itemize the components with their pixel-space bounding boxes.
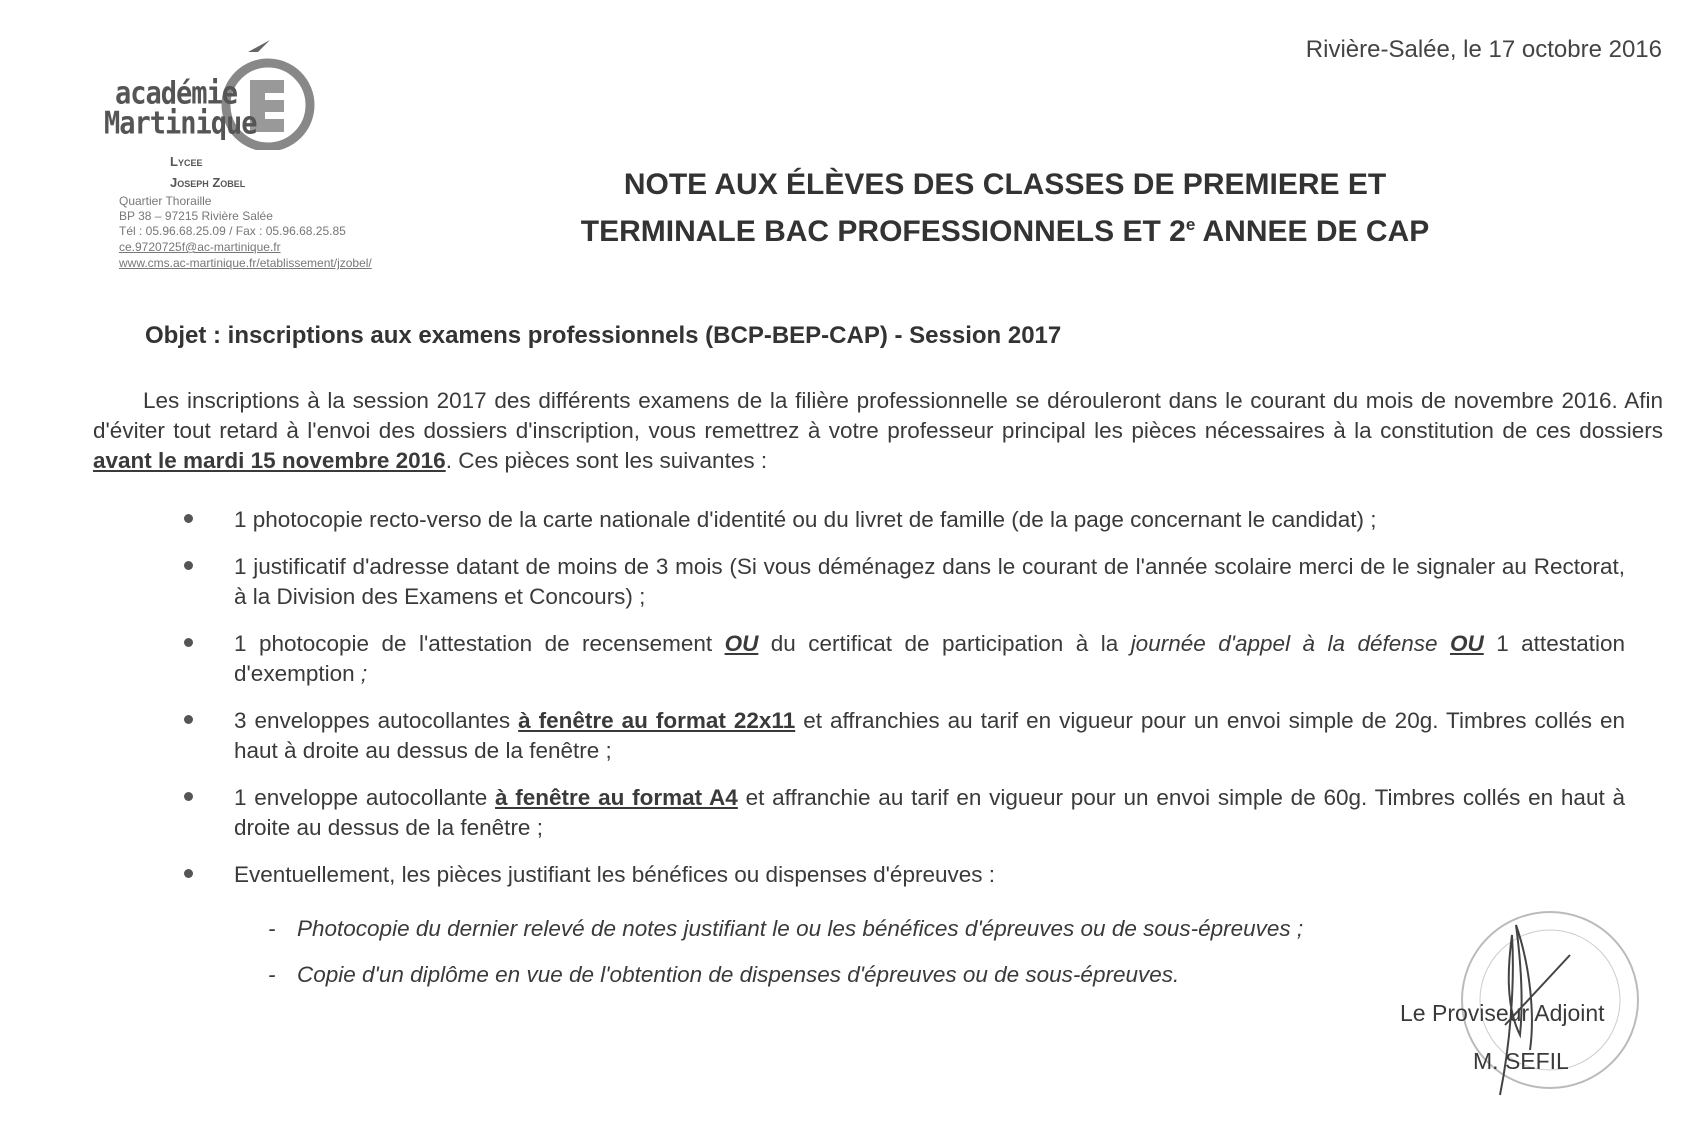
item-text: 1 enveloppe autocollante [234, 785, 496, 810]
bullet-icon [184, 514, 193, 523]
bullet-icon [184, 792, 193, 801]
emphasis: OU [1450, 631, 1484, 656]
sub-item [268, 952, 1303, 998]
dash: - [268, 962, 276, 987]
bullet-icon [184, 561, 193, 570]
sub-item-text: Photocopie du dernier relevé de notes justifiant le ou les bénéfices d'épreuves ou de sous-épreuves ; [297, 916, 1304, 941]
intro-paragraph [93, 386, 1663, 476]
item-text [1438, 631, 1450, 656]
intro-text: . Ces pièces sont les suivantes : [445, 448, 768, 473]
subject-line: Objet : inscriptions aux examens professionnels (BCP-BEP-CAP) - Session 2017 [145, 322, 1062, 349]
website-link[interactable]: www.cms.ac-martinique.fr/etablissement/jzobel/ [119, 256, 372, 270]
phone-line: Tél : 05.96.68.25.09 / Fax : 05.96.68.25.85 [119, 224, 346, 238]
list-item [189, 505, 1625, 535]
logo-line2: Martinique [104, 105, 257, 142]
school-line1: Lycee [170, 154, 203, 169]
item-text: 1 photocopie recto-verso de la carte nationale d'identité ou du livret de famille (de la page concernant le candidat) ; [234, 507, 1377, 532]
sub-list [268, 906, 1303, 998]
signatory-name: M. SEFIL [1473, 1048, 1569, 1074]
emphasis: journée d'appel à la défense [1130, 631, 1438, 656]
item-text: et affranchie au tarif en vigueur pour un envoi simple de 60g. Timbres collés en haut à droite au dessus de la fenêtre ; [234, 785, 1625, 840]
list-item [189, 783, 1625, 843]
intro-text: Les inscriptions à la session 2017 des différents examens de la filière professionnelle se dérouleront dans le courant du mois de novembre 2016. Afin d'éviter tout retard à l'envoi des dossiers d'inscription, vous remettrez à votre professeur principal les pièces nécessaires à la constitution de ces dossiers [93, 388, 1663, 443]
item-text: du certificat de participation à la [758, 631, 1131, 656]
bullet-icon [184, 715, 193, 724]
logo-line1: académie [115, 75, 238, 112]
list-item [189, 706, 1625, 766]
address-line: BP 38 – 97215 Rivière Salée [119, 209, 273, 223]
list-item [189, 860, 1625, 890]
title-sup: e [1185, 215, 1196, 234]
date-line: Rivière-Salée, le 17 octobre 2016 [1305, 36, 1662, 63]
title-text: TERMINALE BAC PROFESSIONNELS ET 2 [580, 215, 1186, 248]
signatory-role: Le Proviseur Adjoint [1400, 1000, 1605, 1026]
sub-item [268, 906, 1303, 952]
bullet-icon [184, 869, 193, 878]
academie-logo [100, 40, 330, 150]
item-text: 1 attestation d'exemption [234, 631, 1625, 686]
item-text: Eventuellement, les pièces justifiant les bénéfices ou dispenses d'épreuves : [234, 862, 995, 887]
deadline: avant le mardi 15 novembre 2016 [93, 448, 446, 473]
email-link[interactable]: ce.9720725f@ac-martinique.fr [119, 240, 281, 254]
item-text: 1 justificatif d'adresse datant de moins de 3 mois (Si vous déménagez dans le courant de l'année scolaire merci de le signaler au Rectorat, à la Division des Examens et Concours) ; [234, 554, 1625, 609]
title-text: ANNEE DE CAP [1195, 215, 1430, 248]
emphasis: à fenêtre au format A4 [495, 785, 738, 810]
bullet-icon [184, 638, 193, 647]
list-item [189, 629, 1625, 689]
address-line: Quartier Thoraille [119, 194, 212, 208]
title-line2 [430, 205, 1580, 252]
item-text: 1 photocopie de l'attestation de recensement [234, 631, 725, 656]
page-title [430, 165, 1580, 252]
list-item [189, 552, 1625, 612]
item-text: 3 enveloppes autocollantes [234, 708, 519, 733]
school-line2: Joseph Zobel [170, 175, 246, 190]
item-text: ; [360, 661, 368, 686]
title-line1: NOTE AUX ÉLÈVES DES CLASSES DE PREMIERE ET [623, 168, 1387, 201]
emphasis: OU [724, 631, 759, 656]
item-text: et affranchies au tarif en vigueur pour un envoi simple de 20g. Timbres collés en haut à droite au dessus de la fenêtre ; [234, 708, 1625, 763]
dash: - [268, 916, 276, 941]
emphasis: à fenêtre au format 22x11 [518, 708, 796, 733]
sub-item-text: Copie d'un diplôme en vue de l'obtention de dispenses d'épreuves ou de sous-épreuves. [297, 962, 1180, 987]
required-documents-list [189, 505, 1625, 907]
